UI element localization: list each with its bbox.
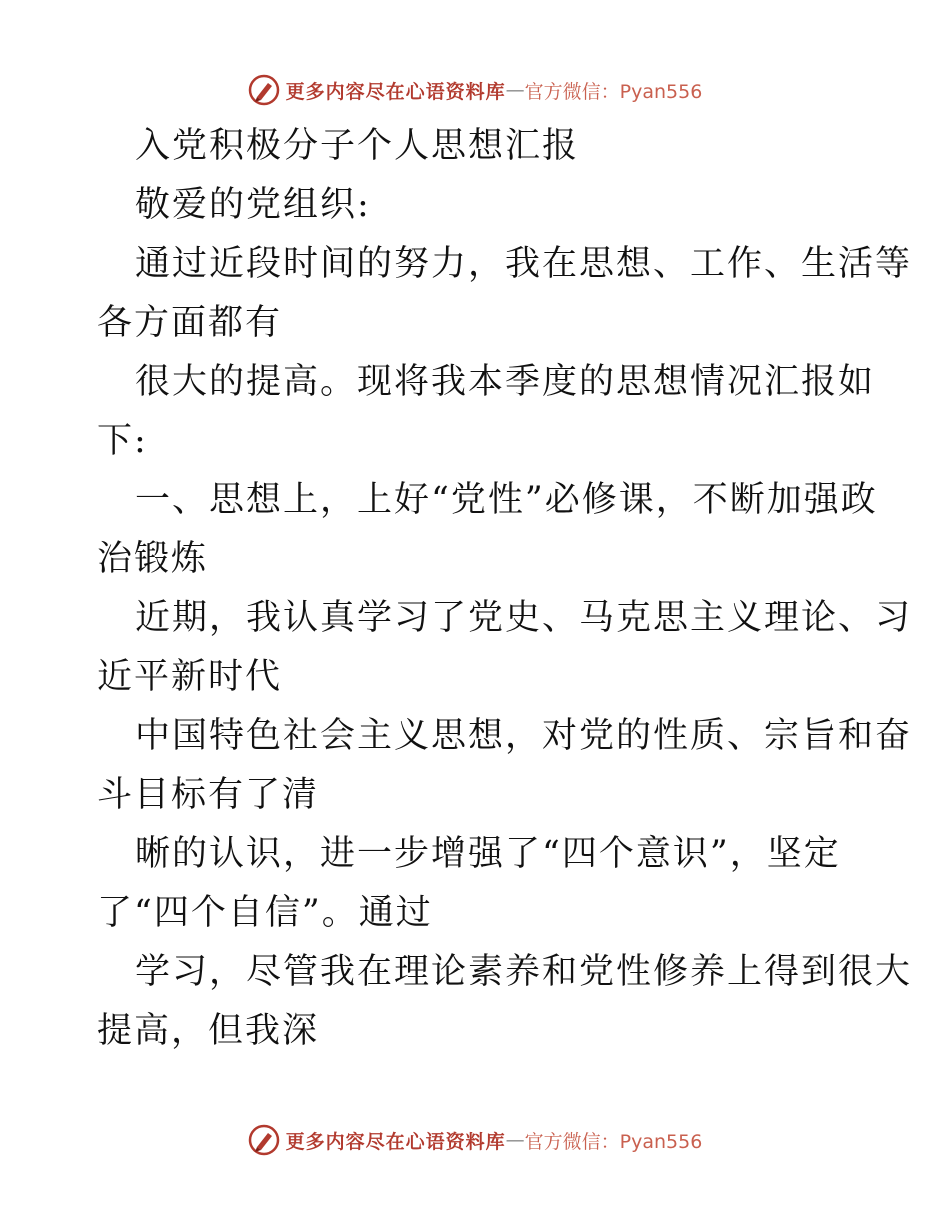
pen-logo-icon (248, 74, 280, 106)
document-title: 入党积极分子个人思想汇报 (135, 126, 580, 166)
pen-logo-icon (248, 1124, 280, 1156)
header-dash: — (505, 79, 525, 101)
paragraph-line: 近平新时代 (97, 657, 283, 697)
paragraph-line: 通过近段时间的努力，我在思想、工作、生活等 (135, 244, 913, 284)
paragraph-line: 各方面都有 (97, 303, 283, 343)
footer-dash: — (505, 1129, 525, 1151)
paragraph-line: 提高，但我深 (97, 1011, 320, 1051)
paragraph-line: 学习，尽管我在理论素养和党性修养上得到很大 (135, 952, 913, 992)
salutation: 敬爱的党组织: (135, 185, 371, 225)
header-site-text: 更多内容尽在心语资料库 (285, 80, 506, 103)
footer-banner (0, 1120, 950, 1160)
footer-wechat-text: 官方微信：Pyan556 (524, 1130, 703, 1153)
paragraph-line: 了“四个自信”。通过 (97, 893, 433, 933)
paragraph-line: 近期，我认真学习了党史、马克思主义理论、习 (135, 598, 913, 638)
paragraph-line: 斗目标有了清 (97, 775, 320, 815)
section-heading-line: 治锻炼 (97, 539, 209, 579)
header-wechat-text: 官方微信：Pyan556 (524, 80, 703, 103)
paragraph-line: 下: (97, 421, 148, 461)
paragraph-line: 很大的提高。现将我本季度的思想情况汇报如 (135, 362, 876, 402)
paragraph-line: 中国特色社会主义思想，对党的性质、宗旨和奋 (135, 716, 913, 756)
footer-site-text: 更多内容尽在心语资料库 (285, 1130, 506, 1153)
header-banner (0, 70, 950, 110)
paragraph-line: 晰的认识，进一步增强了“四个意识”，坚定 (135, 834, 841, 874)
section-heading-line: 一、思想上，上好“党性”必修课，不断加强政 (135, 480, 878, 520)
